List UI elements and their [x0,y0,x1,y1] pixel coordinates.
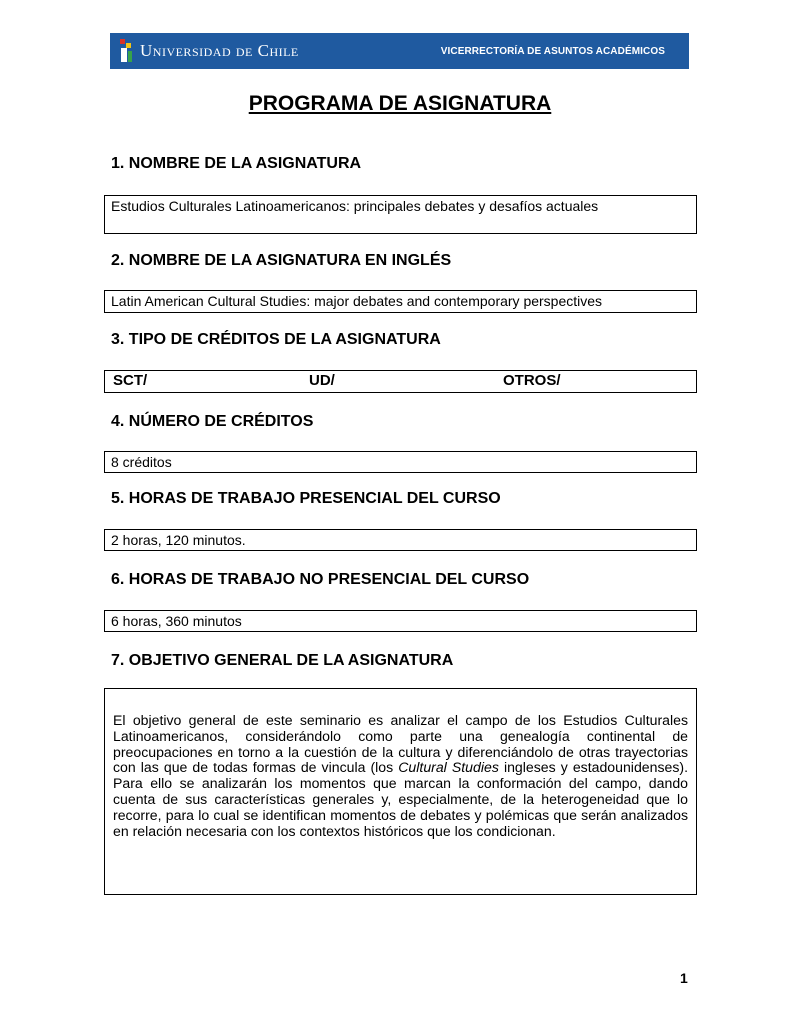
in-person-hours-box [104,529,697,551]
credit-type-sct: SCT/ [113,372,148,389]
course-name-box [104,195,697,234]
section-1-heading: 1. NOMBRE DE LA ASIGNATURA [111,155,362,172]
university-brand [118,37,299,65]
document-title: PROGRAMA DE ASIGNATURA [248,92,552,115]
objective-text-start: El objetivo general de este seminario es analizar el campo de los Estudios Culturales Latinoamericanos, considerándolo como parte una genealogía continental de preocupaciones en torno a la cuestión de la cultura y diferenciándolo de otras trayectorias con las que de todas formas de vincula (los [113,712,688,776]
office-name: VICERRECTORÍA DE ASUNTOS ACADÉMICOS [440,45,665,57]
university-name: Universidad de Chile [140,41,299,60]
remote-hours-box [104,610,697,632]
section-7-heading: 7. OBJETIVO GENERAL DE LA ASIGNATURA [111,652,454,669]
header-banner [110,33,689,69]
section-2-heading: 2. NOMBRE DE LA ASIGNATURA EN INGLÉS [111,252,452,269]
course-name-english-box [104,290,697,313]
objective-text-italic: Cultural Studies [398,759,499,776]
credits-number: 8 créditos [111,454,172,470]
objective-text-end: ingleses y estadounidenses). Para ello se analizarán los momentos que marcan la conformación del campo, dando cuenta de sus características generales y, especialmente, de la heterogeneidad que lo recorre, para lo cual se identifican momentos de debates y polémicas que serán analizados en relación necesaria con los contextos históricos que los condicionan. [113,759,688,839]
course-name: Estudios Culturales Latinoamericanos: principales debates y desafíos actuales [111,198,599,214]
remote-hours: 6 horas, 360 minutos [111,613,242,629]
credit-type-ud: UD/ [309,372,335,389]
university-logo-icon [118,37,134,65]
section-5-heading: 5. HORAS DE TRABAJO PRESENCIAL DEL CURSO [111,490,501,507]
course-name-english: Latin American Cultural Studies: major debates and contemporary perspectives [111,293,603,309]
page-number: 1 [680,970,688,986]
credit-type-box [104,370,697,393]
credit-type-otros: OTROS/ [503,372,561,389]
general-objective-box [104,688,697,895]
credits-number-box [104,451,697,473]
section-3-heading: 3. TIPO DE CRÉDITOS DE LA ASIGNATURA [111,331,441,348]
section-4-heading: 4. NÚMERO DE CRÉDITOS [111,413,314,430]
in-person-hours: 2 horas, 120 minutos. [111,532,246,548]
section-6-heading: 6. HORAS DE TRABAJO NO PRESENCIAL DEL CURSO [111,571,530,588]
